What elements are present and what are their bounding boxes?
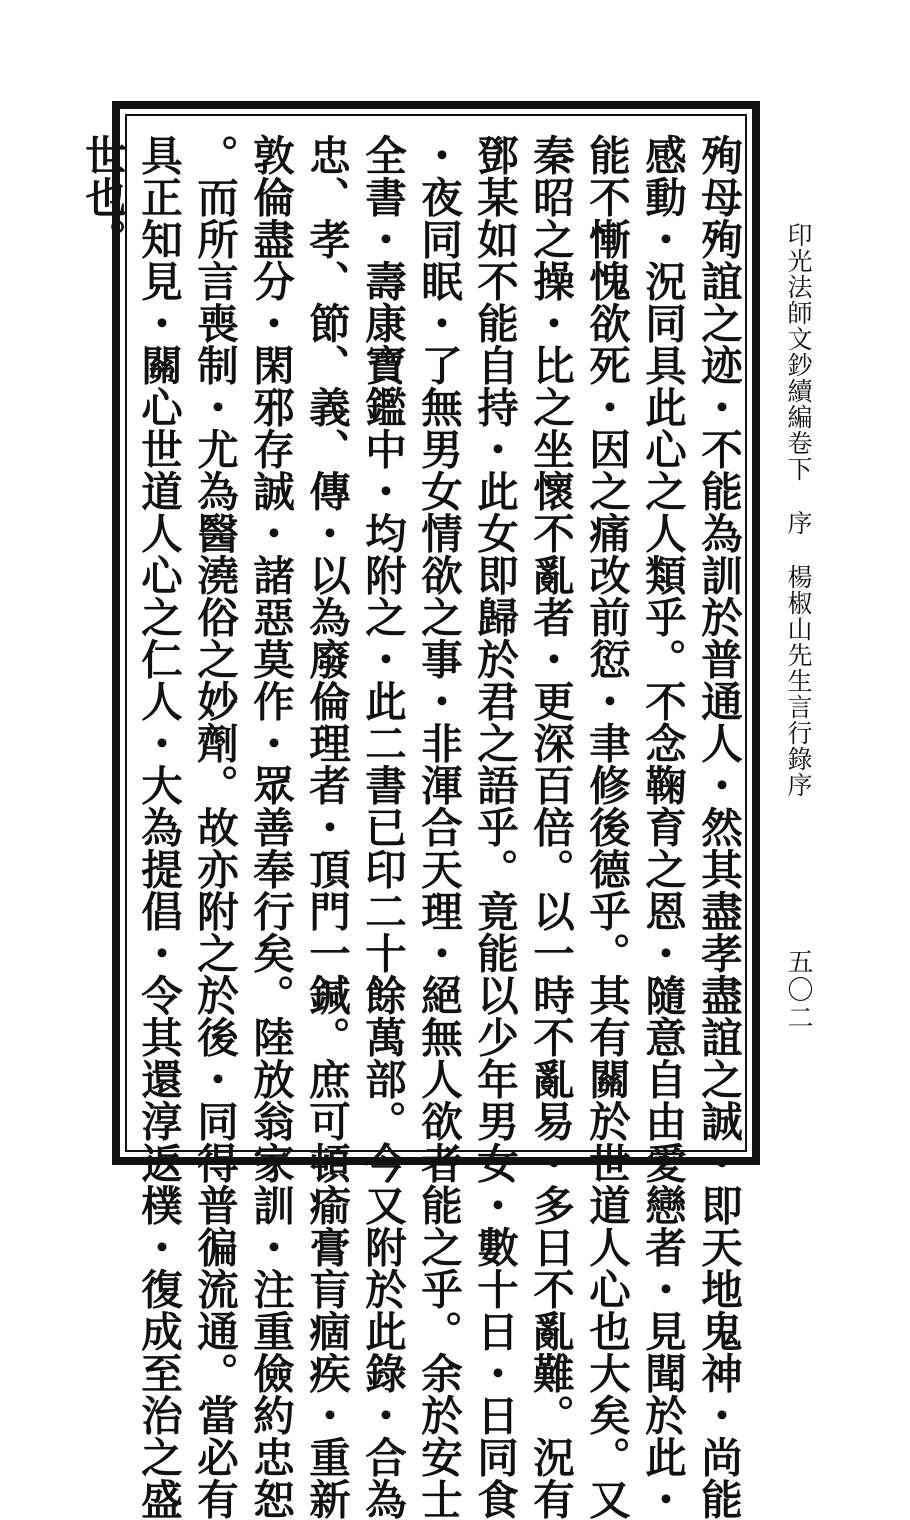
text-column-6: ・夜同眠・了無男女情欲之事・非渾合天理・絕無人欲者能之乎。余於安士 [414,134,463,1520]
text-column-7: 全書・壽康寶鑑中・均附之・此二書已印二十餘萬部。今又附於此錄・合為 [358,134,407,1520]
text-column-9: 敦倫盡分・閑邪存誠・諸惡莫作・眾善奉行矣。陸放翁家訓・注重儉約忠恕 [246,134,295,1520]
text-column-12: 世也。 [78,134,127,260]
text-column-3: 能不慚愧欲死・因之痛改前愆・聿修後德乎。其有關於世道人心也大矣。又 [582,134,631,1520]
text-column-8: 忠、孝、節、義、傳・以為廢倫理者・頂門一鍼。庶可頓瘉膏肓痼疾・重新 [302,134,351,1520]
section-label: 序 [784,510,813,536]
text-column-11: 具正知見・關心世道人心之仁人・大為提倡・令其還淳返樸・復成至治之盛 [134,134,183,1520]
text-column-5: 鄧某如不能自持・此女即歸於君之語乎。竟能以少年男女・數十日・日同食 [470,134,519,1520]
text-column-4: 秦昭之操・比之坐懷不亂者・更深百倍。以一時不亂易・多日不亂難。況有 [526,134,575,1520]
book-title: 印光法師文鈔續編卷下 [784,222,813,482]
text-column-10: 。而所言喪制・尤為醫澆俗之妙劑。故亦附之於後・同得普徧流通。當必有 [190,134,239,1520]
chapter-title: 楊椒山先生言行錄序 [784,564,813,798]
text-column-1: 殉母殉誼之迹・不能為訓於普通人・然其盡孝盡誼之誠・即天地鬼神・尚能 [694,134,743,1520]
page-number: 五〇二 [783,948,813,1032]
text-column-2: 感動・況同具此心之人類乎。不念鞠育之恩・隨意自由愛戀者・見聞於此・ [638,134,687,1520]
body-text [78,134,743,1520]
running-header [782,222,814,798]
